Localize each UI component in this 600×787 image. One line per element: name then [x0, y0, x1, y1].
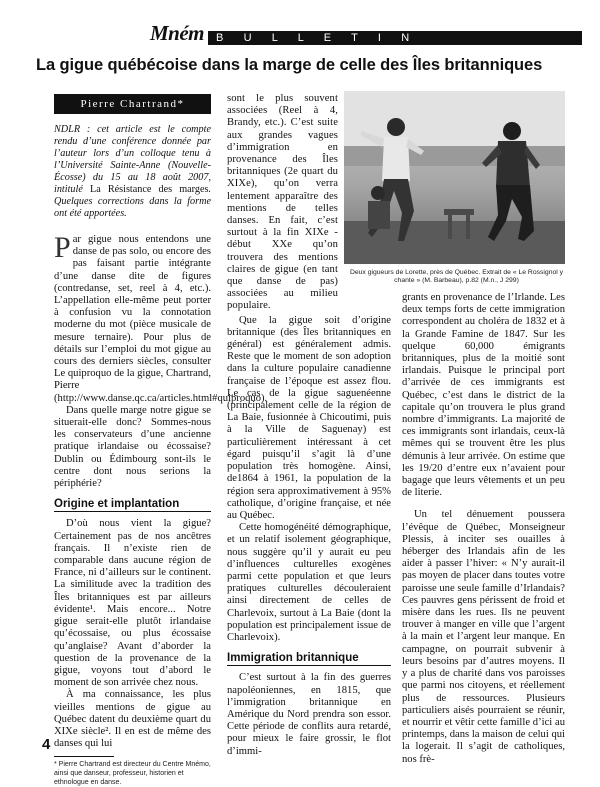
article-title: La gigue québécoise dans la marge de celle des Îles britanniques — [36, 56, 543, 74]
page-number: 4 — [42, 736, 51, 753]
masthead — [150, 20, 585, 44]
editor-note-suffix: . Quelques corrections dans la forme ont été apportées. — [54, 184, 211, 219]
section-heading-immigration: Immigration britannique — [227, 652, 391, 666]
footnote-rule — [54, 756, 114, 757]
paragraph-continued: grants en provenance de l’Irlande. Les deux temps forts de cette immigration correspondent au choléra de 1832 et à la Grande Famine de 1847. Sur les quelque 60,000 émigrants britanniques, plus de la moitié sont irlandais. Puisque le principal port d’arrivée de ces immigrants est Québec, c’est dans le district de la capitale qu’on trouvera le plus grand nombre d’immigrants. La majorité de ces immigrants sont irlandais, ceux-là mêmes qui se trouvent être les plus démunis à leur arrivée. On estime que les 19/20 d’entre eux n’avaient pour bagage que leurs vêtements et un peu de literie. — [402, 292, 565, 499]
intro-text: ar gigue nous entendons une danse de pas solo, ou encore des pas faisant partie intégrante d’une danse dite de figures (contredanse, set, reel à 4, etc.). L’appellation elle-même peut porter à confusion vu la connotation moderne du mot (pièce musicale de mesure ternaire). Pour plus de détails sur l’emploi du mot gigue au cours des derniers siècles, consulter Le quiproquo de la gigue, Chartrand, Pierre (http://www.danse.qc.ca/articles.html#quiproquo). — [54, 234, 268, 404]
colloque-title: La Résistance des marges — [89, 184, 209, 195]
section-heading-origine: Origine et implantation — [54, 498, 211, 512]
paragraph: Un tel dénuement poussera l’évêque de Québec, Monseigneur Plessis, à inciter ses ouailles à héberger des Irlandais afin de les aider à passer l’hiver: « N’y aurait-il pas moyen de placer dans toutes votre paroisse une seule famille d’Irlandais? Ces pauvres gens périssent de froid et misère dans les rues. Ils ne peuvent trouver à manger en ville que l’argent à la main et l’argent leur manque. En campagne, on pourrait subvenir à leurs besoins par d’autres moyens. Il y a plus de charité dans vos paroisses que parmi nos citoyens, et réellement plus de ressources. Plusieurs particuliers aisés pourraient se réunir, et nourrir et vêtir cette famille d’ici au printemps, dans la maison de celui qui la logerait. Il s’agit de catholiques, nos frè- — [402, 509, 565, 765]
editor-note-text: NDLR : cet article est le compte rendu d’une conférence donnée par l’auteur lors d’un colloque tenu à l’Université Sainte-Anne (Nouvelle-Écosse) du 15 au 18 août 2007, intitulé — [54, 124, 211, 195]
editor-note — [54, 124, 211, 220]
paragraph: À ma connaissance, les plus vieilles mentions de gigue au Québec datent du deuxième quart du XIXe siècle². Il en est de même des danses qui lui — [54, 689, 211, 750]
author-footnote: * Pierre Chartrand est directeur du Centre Mnémo, ainsi que danseur, professeur, historien et ethnologue en danse. — [54, 761, 211, 786]
column-2-lower — [227, 315, 391, 758]
paragraph-continued — [227, 93, 338, 313]
mnemo-logo: Mném — [150, 21, 208, 45]
column-3 — [402, 292, 565, 766]
paragraph: D’où nous vient la gigue? Certainement pas de nos ancêtres français. Il n’existe rien de comparable dans aucune région de France, ni d’ailleurs sur le continent. La similitude avec la tradition des Îles britanniques est par ailleurs évidente¹. Mais encore... Notre gigue serait-elle plutôt irlandaise qu’écossaise, ou plus écossaise qu’anglaise? Avant d’aborder la question de la provenance de la gigue, voyons tout d’abord le moment de son arrivée chez nous. — [54, 518, 211, 689]
masthead-bulletin-word: B U L L E T I N — [212, 31, 424, 45]
paragraph: Dans quelle marge notre gigue se situerait-elle donc? Sommes-nous les conservateurs d’une ancienne pratique irlandaise ou écossaise? Dublin ou Édimbourg sont-ils le centre dont nous serions la périphérie? — [54, 404, 211, 490]
paragraph: Cette homogénéité démographique, et un relatif isolement géographique, nous suggère qu’il y aurait eu peu d’influences culturelles exogènes parmi cette population et que leurs pratiques culturelles découleraient ainsi directement de celles de Charlevoix, surtout à La Baie (dont la population est principalement issue de Charlevoix). — [227, 522, 391, 643]
column-1 — [54, 124, 268, 787]
column-2 — [227, 93, 391, 313]
paragraph: Que la gigue soit d’origine britannique (des Îles britanniques en général) est généralement admis. Reste que le moment de son adoption dans la culture populaire canadienne française de l’époque est assez flou. Le cas de la gigue saguenéenne (principalement celle de la région de La Baie, fusionnée à Chicoutimi, puis à la Ville de Saguenay) est particulièrement intéressant à cet égard puisqu’il s’agit là d’une population très homogène. Ainsi, de1864 à 1961, la population de la région sera approximativement à 95% catholique, d’origine française, et née au Québec. — [227, 314, 391, 521]
paragraph: C’est surtout à la fin des guerres napoléoniennes, en 1815, que l’immigration britannique en Amérique du Nord prendra son essor. Cette période de conflits aura retardé, pour mieux le faire grossir, le flot d’immi- — [227, 672, 391, 757]
paragraph-text: sont le plus souvent associées (Reel à 4, Brandy, etc.). C’est suite aux grandes vagues d’immigration en provenance des Îles britanniques (2e quart du XIXe), qu’on verra lentement apparaître des mentions de telles danses. En fait, c’est surtout à la fin XIXe - début XXe qu’on trouvera des mentions claires de gigue (en tant que danse de pas) associées au milieu populaire. — [227, 93, 338, 312]
intro-paragraph — [54, 231, 268, 405]
photo-caption: Deux gigueurs de Lorette, près de Québec. Extrait de « Le Rossignol y chante » (M. Barbeau), p.82 (M.n., J 299) — [349, 269, 564, 285]
author-byline: Pierre Chartrand* — [54, 94, 211, 114]
drop-cap: P — [54, 231, 71, 264]
